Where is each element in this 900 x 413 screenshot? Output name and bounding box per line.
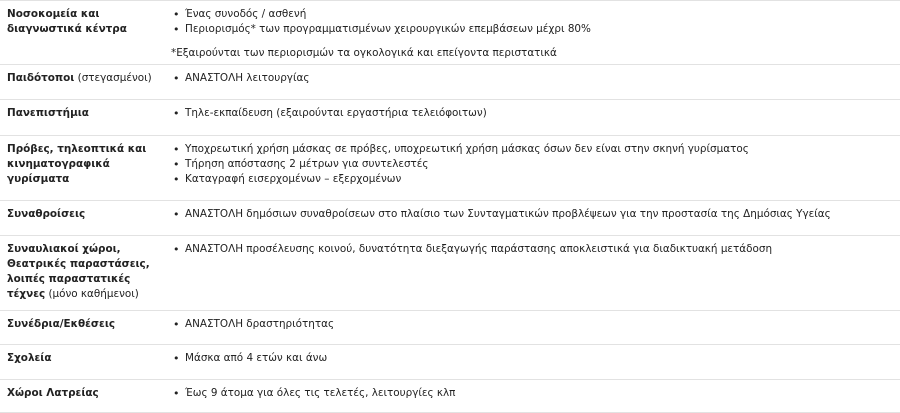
- list-item: • Τηλε-εκπαίδευση (εξαιρούνται εργαστήρια τελειόφοιτων): [171, 106, 894, 121]
- list-item: • Μάσκα από 4 ετών και άνω: [171, 351, 894, 366]
- bullet-list: [171, 106, 894, 121]
- list-item: • Περιορισμός* των προγραμματισμένων χειρουργικών επεμβάσεων μέχρι 80%: [171, 22, 894, 37]
- row-label: [0, 380, 163, 413]
- row-content: [163, 345, 900, 380]
- table-row: [0, 380, 900, 413]
- bullet-list: [171, 242, 894, 257]
- table-row: [0, 100, 900, 136]
- list-item: • ΑΝΑΣΤΟΛΗ δραστηριότητας: [171, 317, 894, 332]
- row-label-note: (στεγασμένοι): [74, 72, 152, 84]
- row-label: [0, 201, 163, 236]
- bullet-list: [171, 386, 894, 401]
- bullet-list: [171, 142, 894, 187]
- bullet-list: [171, 207, 894, 222]
- row-content: [163, 100, 900, 136]
- list-item: • Ένας συνοδός / ασθενή: [171, 7, 894, 22]
- row-label: [0, 100, 163, 136]
- row-label-text: Παιδότοποι: [7, 72, 75, 84]
- table-row: [0, 1, 900, 65]
- row-label-text: Πρόβες, τηλεοπτικά και κινηματογραφικά γυρίσματα: [7, 143, 147, 185]
- row-label-text: Πανεπιστήμια: [7, 107, 89, 119]
- row-label-text: Συναυλιακοί χώροι, Θεατρικές παραστάσεις, λοιπές παραστατικές τέχνες: [7, 243, 150, 300]
- row-content: [163, 201, 900, 236]
- row-content: [163, 311, 900, 345]
- table-row: [0, 345, 900, 380]
- row-label: [0, 345, 163, 380]
- list-item: • Έως 9 άτομα για όλες τις τελετές, λειτουργίες κλπ: [171, 386, 894, 401]
- table-row: [0, 236, 900, 311]
- row-label-text: Σχολεία: [7, 352, 52, 364]
- row-label: [0, 136, 163, 201]
- row-content: [163, 236, 900, 311]
- row-label-text: Συνέδρια/Εκθέσεις: [7, 318, 116, 330]
- bullet-list: [171, 71, 894, 86]
- list-item: • ΑΝΑΣΤΟΛΗ δημόσιων συναθροίσεων στο πλαίσιο των Συνταγματικών προβλέψεων για την προστασία της Δημόσιας Υγείας: [171, 207, 894, 222]
- row-content: [163, 380, 900, 413]
- bullet-list: [171, 7, 894, 37]
- row-label-text: Συναθροίσεις: [7, 208, 86, 220]
- row-label-text: Νοσοκομεία και διαγνωστικά κέντρα: [7, 8, 127, 35]
- list-item: • ΑΝΑΣΤΟΛΗ λειτουργίας: [171, 71, 894, 86]
- row-content: [163, 65, 900, 100]
- list-item: • Καταγραφή εισερχομένων – εξερχομένων: [171, 172, 894, 187]
- bullet-list: [171, 351, 894, 366]
- table-row: [0, 136, 900, 201]
- list-item: • Τήρηση απόστασης 2 μέτρων για συντελεστές: [171, 157, 894, 172]
- row-label: [0, 1, 163, 65]
- row-content: [163, 1, 900, 65]
- row-label-note: (μόνο καθήμενοι): [45, 288, 139, 300]
- list-item: • Υποχρεωτική χρήση μάσκας σε πρόβες, υποχρεωτική χρήση μάσκας όσων δεν είναι στην σκηνή γυρίσματος: [171, 142, 894, 157]
- row-label-text: Χώροι Λατρείας: [7, 387, 99, 399]
- footnote: *Εξαιρούνται των περιορισμών τα ογκολογικά και επείγοντα περιστατικά: [171, 47, 557, 59]
- row-label: [0, 236, 163, 311]
- table-row: [0, 65, 900, 100]
- row-label: [0, 311, 163, 345]
- table-row: [0, 311, 900, 345]
- list-item: • ΑΝΑΣΤΟΛΗ προσέλευσης κοινού, δυνατότητα διεξαγωγής παράστασης αποκλειστικά για διαδικτυακή μετάδοση: [171, 242, 894, 257]
- row-content: [163, 136, 900, 201]
- bullet-list: [171, 317, 894, 332]
- table-row: [0, 201, 900, 236]
- row-label: [0, 65, 163, 100]
